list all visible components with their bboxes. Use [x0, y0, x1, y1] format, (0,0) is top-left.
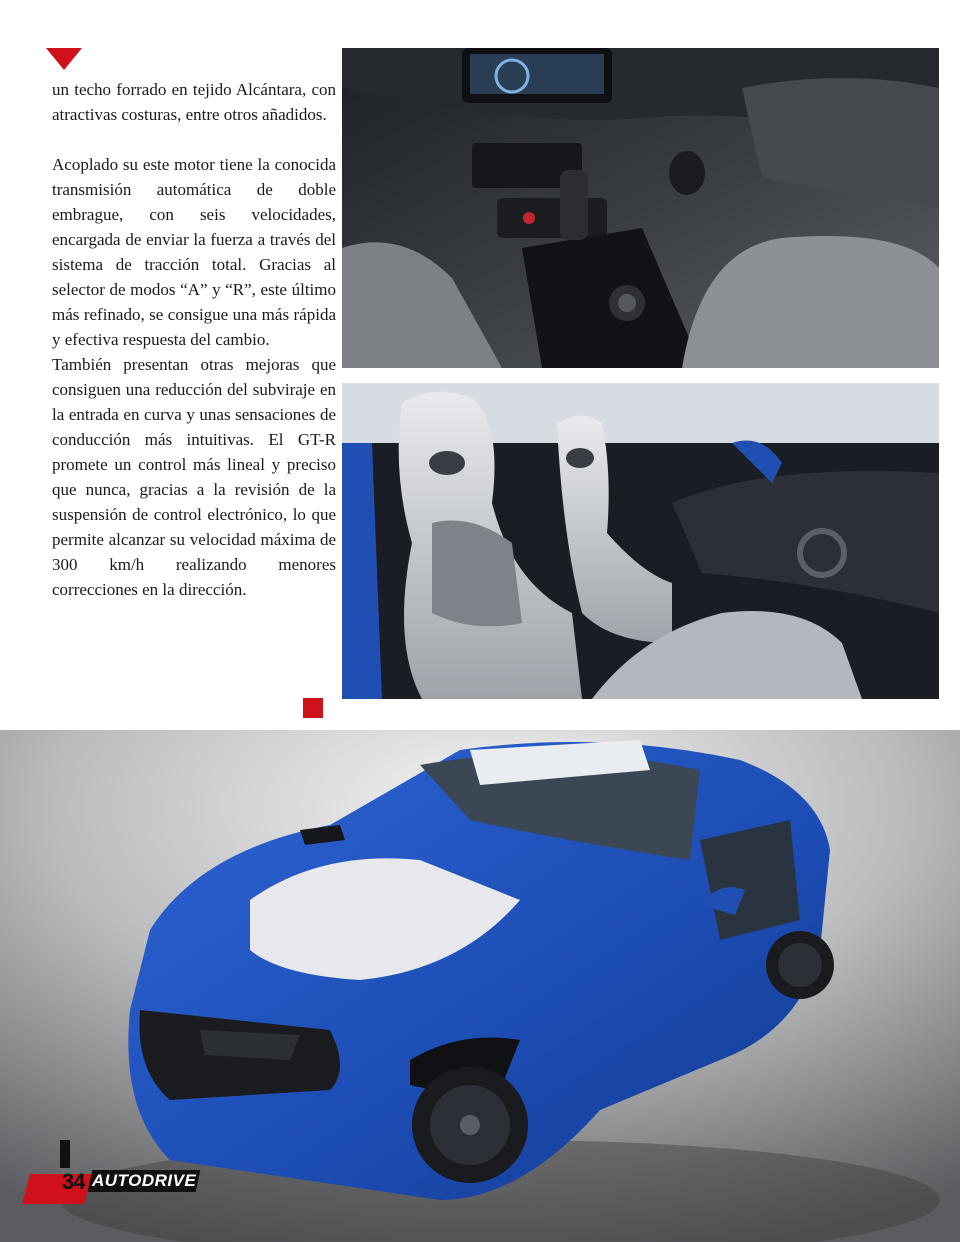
paragraph-3: También presentan otras mejoras que consiguen una reducción del subviraje en la entrada en curva y unas sensaciones de conducción más intuitivas. El GT-R promete un control más lineal y preciso que nunca, gracias a la revisión de la suspensión de control electrónico, lo que permite alcanzar su velocidad máxima de 300 km/h realizando menores correcciones en la dirección.	[52, 355, 336, 599]
section-marker-triangle	[46, 48, 82, 70]
page-number: 34	[62, 1169, 85, 1194]
page-folio	[22, 1140, 202, 1204]
brand-logo-text: AUTODRIVE	[91, 1171, 197, 1190]
seats-photo	[342, 383, 939, 699]
brand-logo	[88, 1170, 201, 1192]
paragraph-1: un techo forrado en tejido Alcántara, con atractivas costuras, entre otros añadidos.	[52, 80, 336, 124]
paragraph-2: Acoplado su este motor tiene la conocida transmisión automática de doble embrague, con seis velocidades, encargada de enviar la fuerza a través del sistema de tracción total. Gracias al selector de modos “A” y “R”, este último más refinado, se consigue una más rápida y efectiva respuesta del cambio.	[52, 155, 336, 349]
article-body	[52, 77, 336, 602]
end-of-article-square	[303, 698, 323, 718]
dashboard-photo	[342, 48, 939, 368]
